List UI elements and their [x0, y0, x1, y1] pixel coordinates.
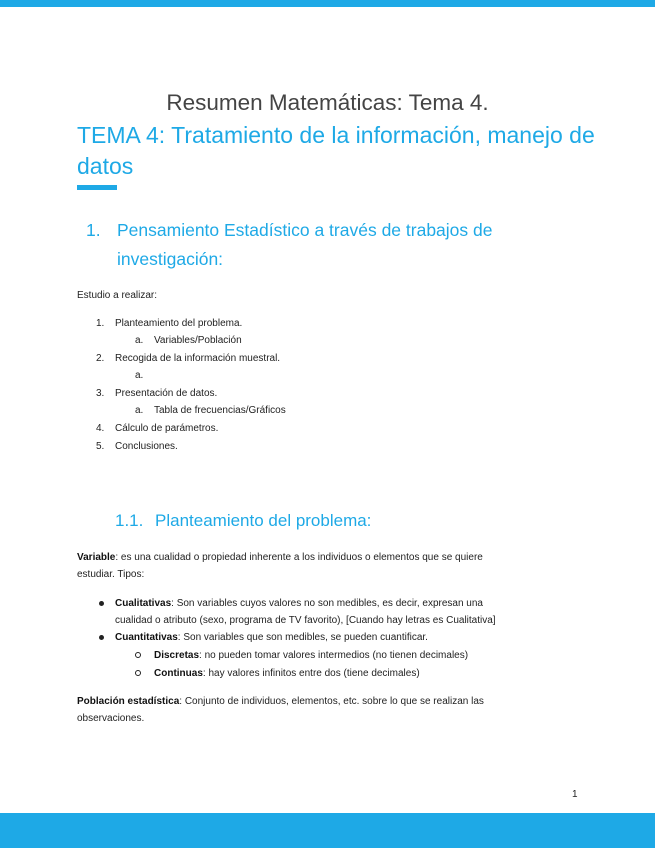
- cualitativas-term: Cualitativas: [115, 598, 172, 609]
- document-subtitle: TEMA 4: Tratamiento de la información, manejo de datos: [77, 122, 595, 179]
- subtitle-underline: [77, 185, 117, 190]
- list-item: [96, 420, 219, 437]
- cuantitativas-def: : Son variables que son medibles, se pueden cuantificar.: [177, 632, 428, 643]
- section-1-heading: [86, 216, 546, 274]
- discretas-def: : no pueden tomar valores intermedios (no tienen decimales): [199, 650, 469, 661]
- list-text: Conclusiones.: [115, 441, 178, 452]
- section-1-1-number: 1.1.: [115, 511, 144, 530]
- bottom-accent-bar: [0, 813, 655, 848]
- variable-definition: [77, 549, 483, 566]
- list-text: Variables/Población: [154, 335, 242, 346]
- list-text: Recogida de la información muestral.: [115, 353, 281, 364]
- document-title: Resumen Matemáticas: Tema 4.: [166, 90, 489, 115]
- list-item: [96, 385, 218, 402]
- list-text: Tabla de frecuencias/Gráficos: [154, 405, 286, 416]
- list-number: 2.: [96, 353, 105, 364]
- bullet-icon: [99, 601, 104, 606]
- list-number: 3.: [96, 388, 105, 399]
- list-letter: a.: [135, 405, 144, 416]
- list-item: [96, 350, 281, 367]
- variable-term: Variable: [77, 552, 116, 563]
- continuas-term: Continuas: [154, 668, 203, 679]
- list-item: [96, 315, 243, 332]
- section-1-1-title: Planteamiento del problema:: [155, 511, 372, 530]
- type-cualitativas: [115, 595, 483, 612]
- variable-def: : es una cualidad o propiedad inherente a los individuos o elementos que se quiere: [115, 552, 483, 563]
- list-letter: a.: [135, 370, 144, 381]
- list-number: 4.: [96, 423, 105, 434]
- list-text: Cálculo de parámetros.: [115, 423, 219, 434]
- list-number: 1.: [96, 318, 105, 329]
- top-accent-bar: [0, 0, 655, 7]
- section-1-1-heading: [115, 511, 371, 531]
- list-number: 5.: [96, 441, 105, 452]
- cuantitativas-term: Cuantitativas: [115, 632, 178, 643]
- list-text: Presentación de datos.: [115, 388, 218, 399]
- type-cualitativas-cont: cualidad o atributo (sexo, programa de TV favorito), [Cuando hay letras es Cualitativa]: [115, 615, 496, 626]
- list-item: [135, 402, 286, 419]
- continuas-def: : hay valores infinitos entre dos (tiene decimales): [202, 668, 420, 679]
- variable-definition-cont: estudiar. Tipos:: [77, 569, 145, 580]
- type-cuantitativas: [115, 629, 428, 646]
- page-number: 1: [572, 789, 578, 800]
- sub-bullet-icon: [135, 652, 141, 658]
- list-item: [135, 367, 143, 384]
- type-discretas: [154, 647, 468, 664]
- section-1-number: 1.: [86, 220, 101, 240]
- poblacion-term: Población estadística: [77, 696, 180, 707]
- poblacion-definition: [77, 693, 484, 710]
- study-intro: Estudio a realizar:: [77, 290, 158, 301]
- list-item: [135, 332, 242, 349]
- section-1-title: Pensamiento Estadístico a través de trabajos de investigación:: [117, 220, 493, 269]
- sub-bullet-icon: [135, 670, 141, 676]
- cualitativas-def: : Son variables cuyos valores no son medibles, es decir, expresan una: [171, 598, 483, 609]
- list-letter: a.: [135, 335, 144, 346]
- poblacion-definition-cont: observaciones.: [77, 713, 145, 724]
- type-continuas: [154, 665, 420, 682]
- list-text: Planteamiento del problema.: [115, 318, 243, 329]
- discretas-term: Discretas: [154, 650, 200, 661]
- bullet-icon: [99, 635, 104, 640]
- poblacion-def: : Conjunto de individuos, elementos, etc. sobre lo que se realizan las: [179, 696, 484, 707]
- list-item: [96, 438, 178, 455]
